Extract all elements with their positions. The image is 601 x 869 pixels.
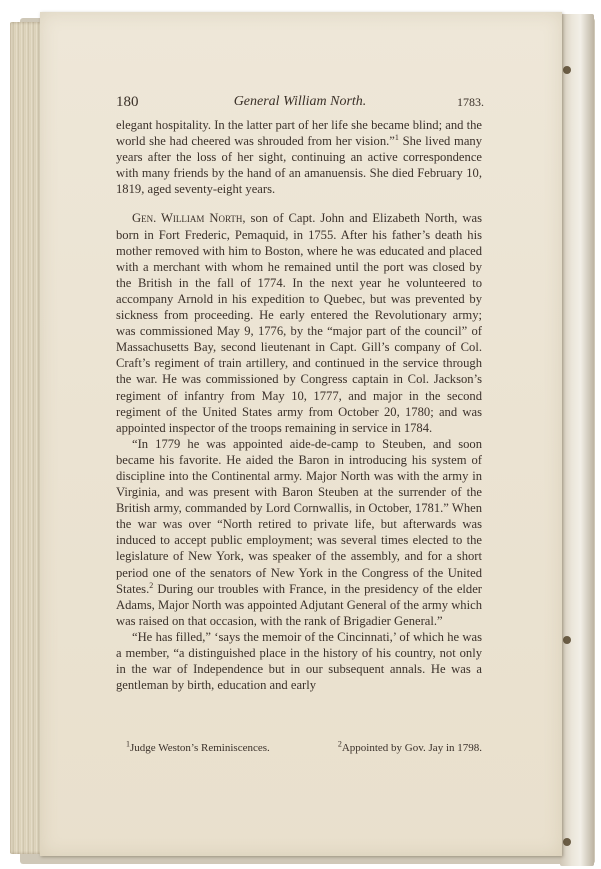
- paragraph: [116, 629, 482, 693]
- running-head: [116, 94, 484, 112]
- running-title: General William North.: [233, 94, 367, 109]
- paragraph-text: elegant hospitality. In the latter part of her life she became blind; and the world she had cheered was shrouded from her vision.”: [116, 118, 482, 149]
- footnote: [126, 739, 270, 754]
- paragraph: [116, 436, 482, 629]
- binding-notch: [563, 838, 571, 846]
- paragraph-text: During our troubles with France, in the presidency of the elder Adams, Major North was appointed Adjutant General of the army which was raised on that occasion, with the rank of Brigadier General.”: [116, 581, 482, 628]
- page-number: 180: [116, 94, 139, 110]
- footnote-text: Appointed by Gov. Jay in 1798.: [341, 742, 482, 754]
- footnote-ref: 2: [149, 580, 154, 590]
- binding-notch: [563, 636, 571, 644]
- name-lead: Gen. William North,: [132, 211, 246, 226]
- footnote-text: Judge Weston’s Reminiscences.: [130, 742, 270, 754]
- binding-notch: [563, 66, 571, 74]
- footnote: [337, 739, 482, 754]
- binding-strip-right: [560, 14, 594, 866]
- paragraph: [116, 210, 482, 435]
- paragraph-text: “In 1779 he was appointed aide-de-camp to Steuben, and soon became his favorite. He aided the Baron in introducing his system of discipline into the Continental army. Major North was with the army in Virginia, and was present with Baron Steuben at the surrender of the British army, commanded by Lord Cornwallis, in October, 1781.” When the war was over “North retired to private life, but afterwards was induced to accept public employment; was several times elected to the legislature of New York, was speaker of the assembly, and for a short period one of the senators of New York in the Congress of the United States.: [116, 436, 482, 596]
- paragraph-text: son of Capt. John and Elizabeth North, was born in Fort Frederic, Pemaquid, in 1755. After his father’s death his mother removed with him to Boston, where he was educated and placed with a merchant with whom he remained until the port was closed by the British in the fall of 1774. In the next year he volunteered to accompany Arnold in his expedition to Quebec, but was prevented by sickness from proceeding. He early entered the Revolutionary army; was commissioned May 9, 1776, by the “major part of the council” of Massachusetts Bay, second lieutenant in Capt. Gill’s company of Col. Craft’s regiment of train artillery, and continued in the service through the war. He was commissioned by Congress captain in Col. Jackson’s regiment of infantry from May 10, 1777, and major in the second regiment of the United States army from October 20, 1780; and was appointed inspector of the troops remaining in service in 1784.: [116, 211, 482, 435]
- paragraph-text: “He has filled,” ‘says the memoir of the Cincinnati,’ of which he was a member, “a distinguished place in the history of his country, not only in the war of Independence but in our subsequent annals. He was a gentleman by birth, education and early: [116, 629, 482, 693]
- footnote-ref: 1: [394, 132, 399, 142]
- footnote-mark: 1: [126, 739, 130, 749]
- body-text: [116, 117, 482, 693]
- footnote-mark: 2: [337, 739, 342, 749]
- paragraph-text: She lived many years after the loss of her sight, continuing an active correspondence with many friends by the hand of an amanuensis. She died February 10, 1819, aged seventy-eight years.: [116, 134, 482, 197]
- paragraph: [116, 117, 482, 197]
- running-year: 1783.: [457, 95, 484, 109]
